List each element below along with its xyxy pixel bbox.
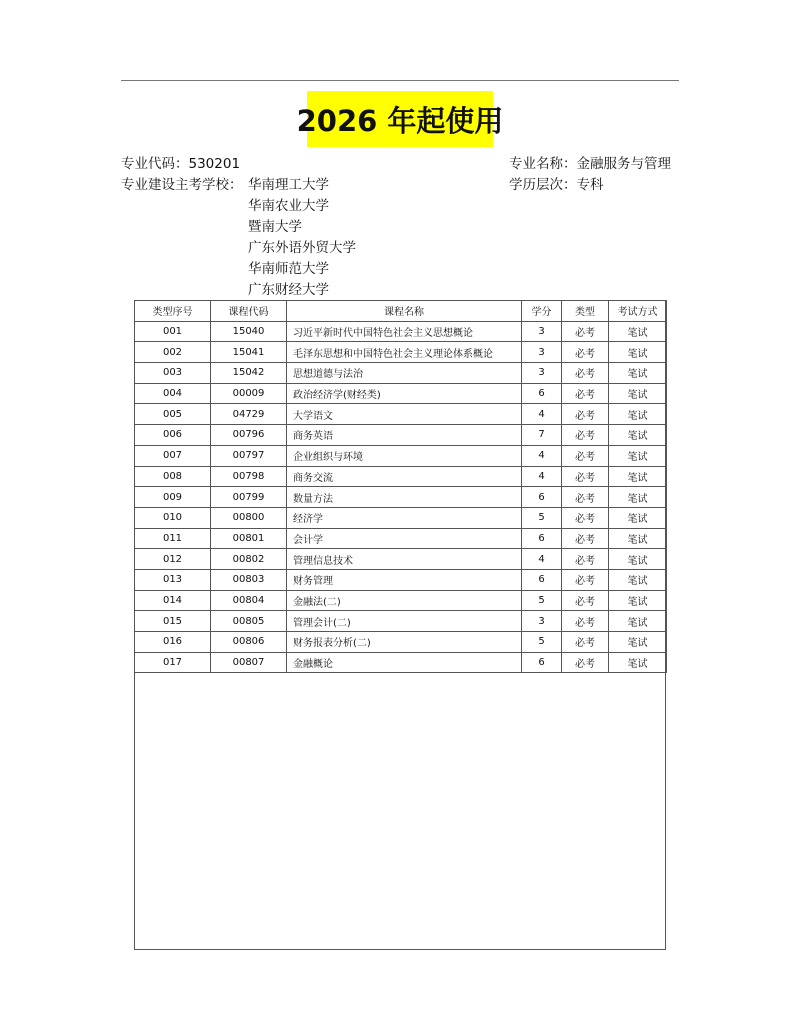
cell-course-name: 思想道德与法治 [287,363,522,384]
cell-type: 必考 [562,321,609,342]
header-exam-method: 考试方式 [609,301,667,322]
cell-credits: 5 [522,590,562,611]
cell-course-code: 00798 [211,466,287,487]
cell-type: 必考 [562,487,609,508]
cell-course-code: 04729 [211,404,287,425]
table-row [135,342,667,363]
cell-course-name: 数量方法 [287,487,522,508]
cell-exam-method: 笔试 [609,528,667,549]
cell-course-code: 00802 [211,549,287,570]
cell-type: 必考 [562,383,609,404]
table-row [135,569,667,590]
cell-credits: 3 [522,321,562,342]
cell-type-number: 017 [135,652,211,673]
cell-course-name: 经济学 [287,507,522,528]
cell-type: 必考 [562,507,609,528]
cell-course-name: 财务管理 [287,569,522,590]
table-row [135,383,667,404]
cell-type: 必考 [562,528,609,549]
cell-exam-method: 笔试 [609,632,667,653]
table-row [135,652,667,673]
table-row [135,507,667,528]
cell-type-number: 002 [135,342,211,363]
cell-course-code: 15040 [211,321,287,342]
cell-course-name: 金融概论 [287,652,522,673]
table-row [135,321,667,342]
cell-type-number: 015 [135,611,211,632]
course-table [134,300,667,673]
cell-credits: 3 [522,611,562,632]
table-row [135,549,667,570]
cell-credits: 4 [522,404,562,425]
header-course-name: 课程名称 [287,301,522,322]
cell-credits: 6 [522,487,562,508]
cell-exam-method: 笔试 [609,425,667,446]
cell-credits: 6 [522,383,562,404]
cell-course-name: 商务交流 [287,466,522,487]
cell-type: 必考 [562,363,609,384]
cell-exam-method: 笔试 [609,652,667,673]
cell-type-number: 014 [135,590,211,611]
cell-course-name: 商务英语 [287,425,522,446]
education-level: 学历层次：专科 [509,177,604,193]
cell-course-name: 政治经济学(财经类) [287,383,522,404]
cell-course-code: 00805 [211,611,287,632]
cell-exam-method: 笔试 [609,611,667,632]
table-row [135,611,667,632]
cell-type: 必考 [562,632,609,653]
table-row [135,425,667,446]
cell-course-name: 毛泽东思想和中国特色社会主义理论体系概论 [287,342,522,363]
cell-exam-method: 笔试 [609,507,667,528]
school-item: 华南理工大学 [248,177,329,193]
cell-exam-method: 笔试 [609,321,667,342]
table-row [135,528,667,549]
cell-type-number: 006 [135,425,211,446]
cell-exam-method: 笔试 [609,590,667,611]
cell-course-code: 00796 [211,425,287,446]
cell-type-number: 003 [135,363,211,384]
cell-course-code: 15042 [211,363,287,384]
table-row [135,590,667,611]
header-type-number: 类型序号 [135,301,211,322]
cell-course-code: 00803 [211,569,287,590]
meta-left [121,154,243,196]
header-credits: 学分 [522,301,562,322]
cell-course-code: 00797 [211,445,287,466]
table-row [135,466,667,487]
course-rows [135,321,667,673]
cell-credits: 3 [522,342,562,363]
cell-type-number: 010 [135,507,211,528]
table-row [135,404,667,425]
top-rule [121,80,679,81]
cell-exam-method: 笔试 [609,363,667,384]
meta-right [509,154,671,196]
cell-type: 必考 [562,445,609,466]
cell-type-number: 011 [135,528,211,549]
cell-type: 必考 [562,404,609,425]
cell-course-name: 习近平新时代中国特色社会主义思想概论 [287,321,522,342]
cell-course-code: 00801 [211,528,287,549]
cell-course-code: 00807 [211,652,287,673]
cell-type-number: 012 [135,549,211,570]
header-course-code: 课程代码 [211,301,287,322]
table-row [135,487,667,508]
cell-course-name: 金融法(二) [287,590,522,611]
cell-type-number: 013 [135,569,211,590]
cell-type: 必考 [562,425,609,446]
cell-course-name: 财务报表分析(二) [287,632,522,653]
school-item: 华南师范大学 [248,261,329,277]
cell-type-number: 004 [135,383,211,404]
cell-type: 必考 [562,611,609,632]
cell-credits: 3 [522,363,562,384]
cell-course-code: 00800 [211,507,287,528]
cell-type: 必考 [562,590,609,611]
cell-credits: 6 [522,528,562,549]
major-name: 专业名称：金融服务与管理 [509,156,671,172]
cell-exam-method: 笔试 [609,404,667,425]
cell-type-number: 009 [135,487,211,508]
cell-exam-method: 笔试 [609,445,667,466]
usage-year-banner: 2026 年起使用 [307,91,493,147]
table-row [135,363,667,384]
cell-credits: 4 [522,445,562,466]
cell-exam-method: 笔试 [609,383,667,404]
cell-credits: 5 [522,632,562,653]
cell-course-name: 管理信息技术 [287,549,522,570]
table-header-row [135,301,667,322]
cell-course-code: 00009 [211,383,287,404]
cell-type: 必考 [562,342,609,363]
table-row [135,632,667,653]
cell-course-code: 15041 [211,342,287,363]
cell-course-name: 管理会计(二) [287,611,522,632]
cell-type: 必考 [562,549,609,570]
cell-type-number: 008 [135,466,211,487]
cell-exam-method: 笔试 [609,487,667,508]
school-item: 广东财经大学 [248,282,329,298]
cell-credits: 4 [522,549,562,570]
cell-type: 必考 [562,569,609,590]
school-item: 广东外语外贸大学 [248,240,356,256]
header-type: 类型 [562,301,609,322]
cell-course-code: 00804 [211,590,287,611]
cell-credits: 5 [522,507,562,528]
cell-course-name: 会计学 [287,528,522,549]
cell-credits: 4 [522,466,562,487]
cell-course-name: 大学语文 [287,404,522,425]
cell-type-number: 016 [135,632,211,653]
school-item: 暨南大学 [248,219,302,235]
cell-exam-method: 笔试 [609,549,667,570]
major-code: 专业代码：530201 [121,156,241,172]
cell-exam-method: 笔试 [609,342,667,363]
cell-credits: 7 [522,425,562,446]
school-item: 华南农业大学 [248,198,329,214]
school-label: 专业建设主考学校： [121,177,243,193]
cell-course-code: 00799 [211,487,287,508]
cell-course-code: 00806 [211,632,287,653]
cell-credits: 6 [522,652,562,673]
cell-course-name: 企业组织与环境 [287,445,522,466]
cell-credits: 6 [522,569,562,590]
cell-type-number: 007 [135,445,211,466]
cell-type: 必考 [562,466,609,487]
cell-exam-method: 笔试 [609,569,667,590]
cell-exam-method: 笔试 [609,466,667,487]
table-row [135,445,667,466]
school-list [248,177,356,301]
cell-type: 必考 [562,652,609,673]
cell-type-number: 001 [135,321,211,342]
cell-type-number: 005 [135,404,211,425]
